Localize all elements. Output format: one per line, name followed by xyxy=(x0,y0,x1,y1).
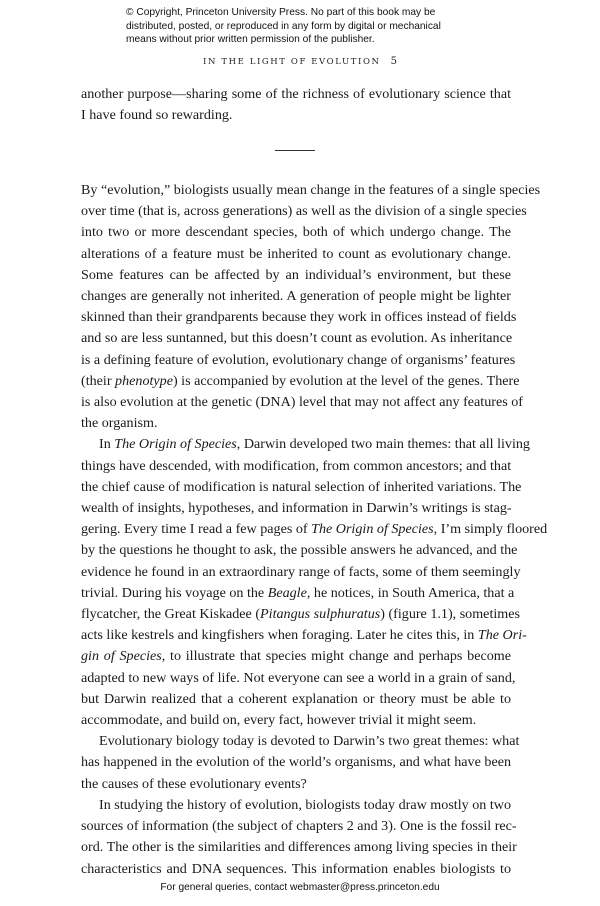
text-line: adapted to new ways of life. Not everyone can see a world in a grain of sand, xyxy=(81,669,516,686)
copyright-line: means without prior written permission of the publisher. xyxy=(126,34,375,45)
text-line: has happened in the evolution of the world’s organisms, and what have been xyxy=(81,754,511,771)
text-line: acts like kestrels and kingfishers when foraging. Later he cites this, in The Ori- xyxy=(81,627,527,644)
text-line: things have descended, with modification, from common ancestors; and that xyxy=(81,457,512,474)
text-line: In studying the history of evolution, biologists today draw mostly on two xyxy=(99,796,511,813)
text-line: alterations of a feature must be inherited to count as evolutionary change. xyxy=(81,245,511,262)
text-line: gering. Every time I read a few pages of The Origin of Species, I’m simply floored xyxy=(81,521,548,538)
text-line: the chief cause of modification is natural selection of inherited variations. The xyxy=(81,478,522,495)
text-line: evidence he found in an extraordinary range of facts, some of them seemingly xyxy=(81,563,521,580)
text-line: sources of information (the subject of chapters 2 and 3). One is the fossil rec- xyxy=(81,818,517,835)
text-line: the organism. xyxy=(81,415,158,432)
copyright-notice xyxy=(126,6,466,47)
text-line: In The Origin of Species, Darwin developed two main themes: that all living xyxy=(99,436,530,453)
text-line: accommodate, and build on, every fact, however trivial it might seem. xyxy=(81,712,477,729)
text-line: is a defining feature of evolution, evolutionary change of organisms’ features xyxy=(81,351,516,368)
text-line: By “evolution,” biologists usually mean change in the features of a single species xyxy=(81,182,541,198)
running-head xyxy=(0,56,600,67)
text-line: into two or more descendant species, both of which undergo change. The xyxy=(81,224,511,241)
text-line: but Darwin realized that a coherent explanation or theory must be able to xyxy=(81,690,511,707)
text-line: Some features can be affected by an individual’s environment, but these xyxy=(81,266,511,283)
opening-paragraph xyxy=(81,84,511,126)
footer-contact: For general queries, contact webmaster@press.princeton.edu xyxy=(160,882,440,893)
text-line: skinned than their grandparents because they work in offices instead of fields xyxy=(81,309,517,326)
text-line: the causes of these evolutionary events? xyxy=(81,775,307,792)
copyright-line: distributed, posted, or reproduced in any form by digital or mechanical xyxy=(126,20,441,32)
text-line: and so are less suntanned, but this doesn’t count as evolution. As inheritance xyxy=(81,330,513,347)
text-line: I have found so rewarding. xyxy=(81,107,233,124)
running-head-title: IN THE LIGHT OF EVOLUTION xyxy=(203,57,381,67)
text-line: over time (that is, across generations) as well as the division of a single species xyxy=(81,203,527,220)
text-line: characteristics and DNA sequences. This information enables biologists to xyxy=(81,860,511,877)
text-line: gin of Species, to illustrate that species might change and perhaps become xyxy=(81,648,511,665)
text-line: is also evolution at the genetic (DNA) level that may not affect any features of xyxy=(81,394,523,411)
section-break-rule xyxy=(275,150,315,151)
copyright-line: © Copyright, Princeton University Press. No part of this book may be xyxy=(126,7,436,18)
text-line: trivial. During his voyage on the Beagle, he notices, in South America, that a xyxy=(81,584,515,601)
text-line: changes are generally not inherited. A generation of people might be lighter xyxy=(81,288,511,305)
text-line: flycatcher, the Great Kiskadee (Pitangus sulphuratus) (figure 1.1), sometimes xyxy=(81,606,520,623)
text-line: wealth of insights, hypotheses, and information in Darwin’s writings is stag- xyxy=(81,500,512,517)
text-line: another purpose—sharing some of the richness of evolutionary science that xyxy=(81,86,511,102)
text-line: (their phenotype) is accompanied by evolution at the level of the genes. There xyxy=(81,372,520,389)
body-text xyxy=(81,180,548,880)
text-line: by the questions he thought to ask, the possible answers he advanced, and the xyxy=(81,542,518,559)
text-line: Evolutionary biology today is devoted to Darwin’s two great themes: what xyxy=(99,733,520,750)
text-line: ord. The other is the similarities and differences among living species in their xyxy=(81,839,517,856)
page-number: 5 xyxy=(390,56,397,67)
